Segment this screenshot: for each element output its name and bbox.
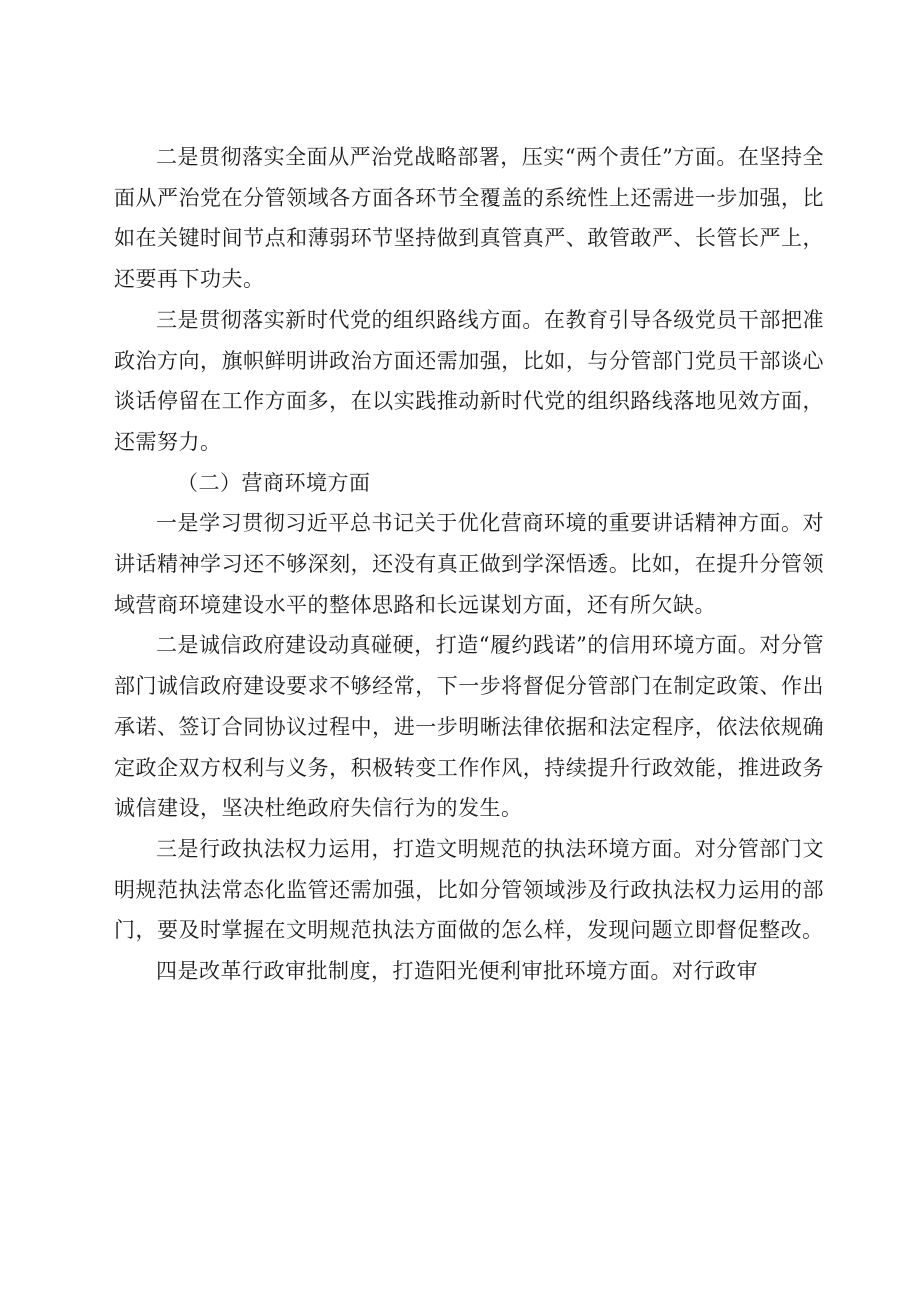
paragraph-two-responsibilities: 二是贯彻落实全面从严治党战略部署，压实“两个责任”方面。在坚持全面从严治党在分管领域各方面各环节全覆盖的系统性上还需进一步加强，比如在关键时间节点和薄弱环节坚持做到真管真严、敢管敢严、长管长严上，还要再下功夫。: [114, 145, 824, 292]
paragraph-organization-line: 三是贯彻落实新时代党的组织路线方面。在教育引导各级党员干部把准政治方向，旗帜鲜明讲政治方面还需加强，比如，与分管部门党员干部谈心谈话停留在工作方面多，在以实践推动新时代党的组织路线落地见效方面，还需努力。: [114, 307, 824, 454]
section-heading-business-environment: （二）营商环境方面: [177, 470, 371, 495]
paragraph-study-speech: 一是学习贯彻习近平总书记关于优化营商环境的重要讲话精神方面。对讲话精神学习还不够深刻，还没有真正做到学深悟透。比如，在提升分管领域营商环境建设水平的整体思路和长远谋划方面，还有所欠缺。: [114, 511, 824, 617]
document-body: [114, 137, 824, 992]
paragraph-administrative-approval: 四是改革行政审批制度，打造阳光便利审批环境方面。对行政审: [156, 959, 758, 984]
paragraph-law-enforcement: 三是行政执法权力运用，打造文明规范的执法环境方面。对分管部门文明规范执法常态化监管还需加强，比如分管领域涉及行政执法权力运用的部门，要及时掌握在文明规范执法方面做的怎么样，发现问题立即督促整改。: [114, 836, 824, 943]
paragraph-credit-government: 二是诚信政府建设动真碰硬，打造“履约践诺”的信用环境方面。对分管部门诚信政府建设要求不够经常，下一步将督促分管部门在制定政策、作出承诺、签订合同协议过程中，进一步明晰法律依据和法定程序，依法依规确定政企双方权利与义务，积极转变工作作风，持续提升行政效能，推进政务诚信建设，坚决杜绝政府失信行为的发生。: [114, 633, 824, 821]
